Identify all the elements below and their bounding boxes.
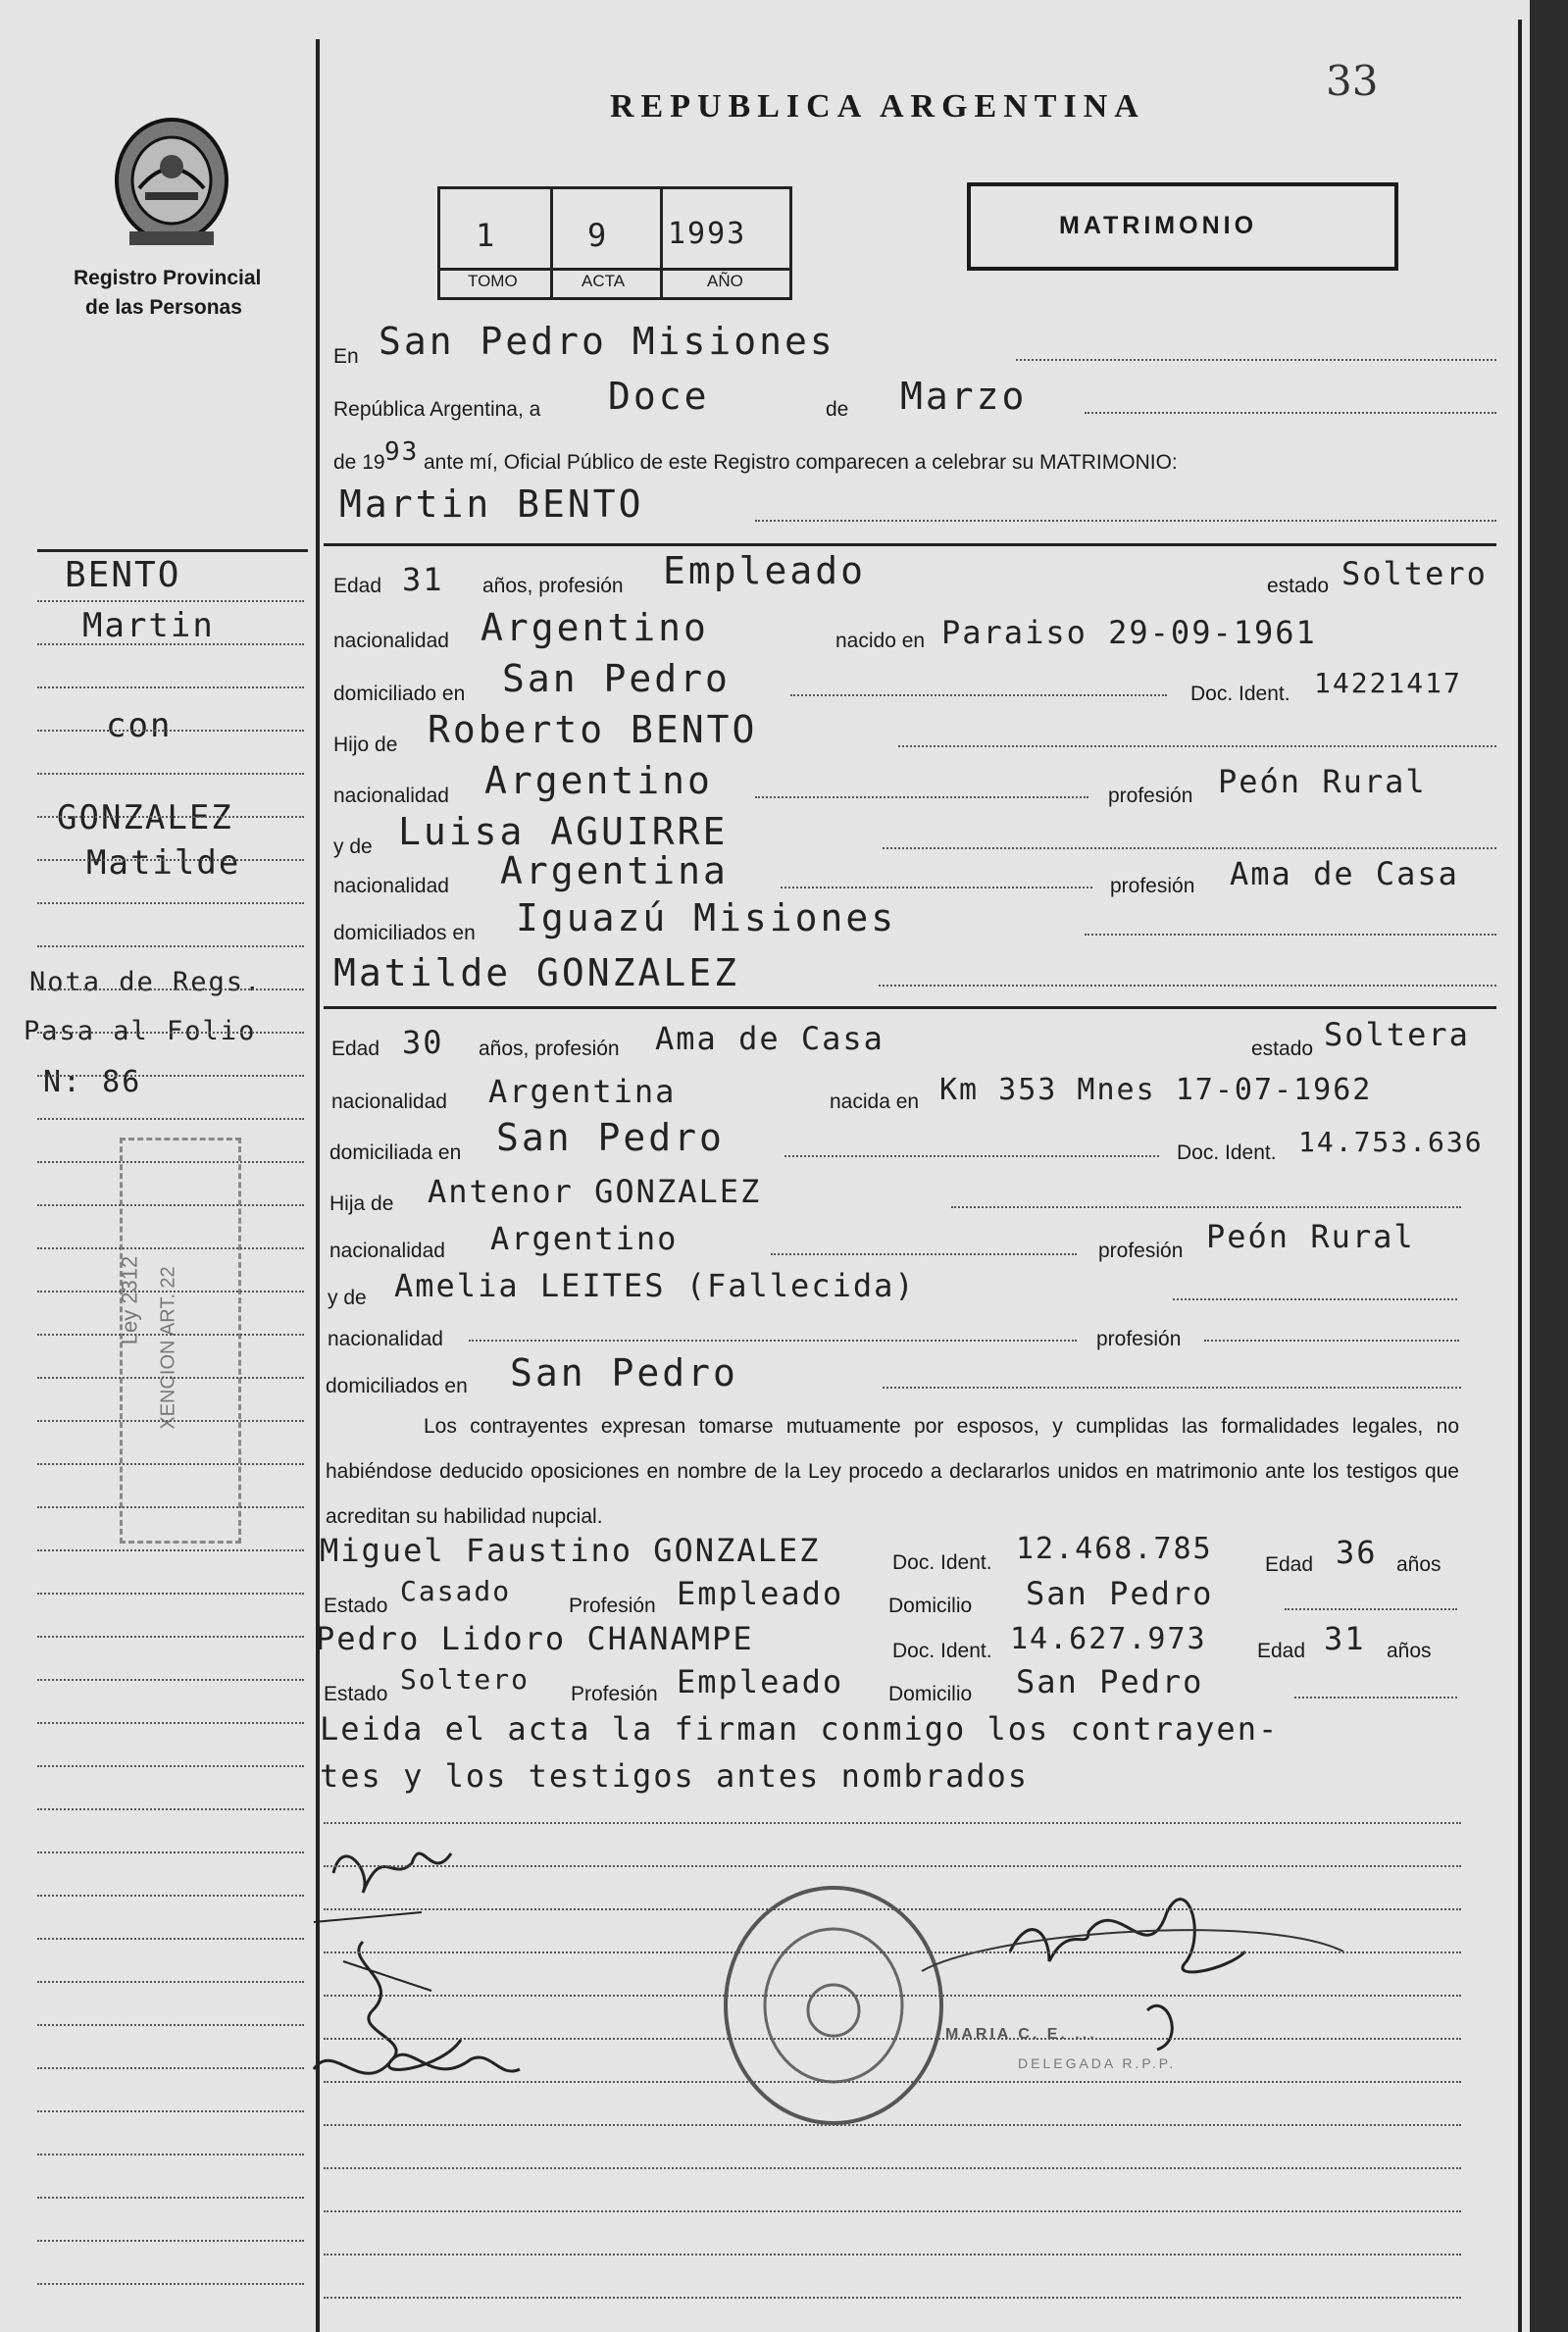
margin-rule [37,1075,304,1077]
bride-born-label: nacida en [830,1090,920,1113]
margin-rule [37,1506,304,1508]
margin-surname: BENTO [65,555,181,595]
bride-doc-label: Doc. Ident. [1177,1141,1277,1164]
margin-rule [37,1722,304,1724]
margin-rule [37,1549,304,1551]
witness2-age: 31 [1324,1620,1366,1657]
bottom-rule [324,2167,1461,2169]
dotline [1204,1340,1459,1342]
bottom-rule [324,2081,1461,2083]
dotline [755,796,1088,798]
tomo-value: 1 [476,217,497,254]
margin-rule [37,730,304,732]
groom-profession-label: años, profesión [482,575,624,597]
bottom-rule [324,1995,1461,1997]
dotline [883,847,1496,849]
groom-father-label: Hijo de [333,734,398,756]
margin-rule [37,1981,304,1983]
witness2-doc: 14.627.973 [1010,1622,1207,1656]
margin-top-rule [37,549,308,552]
closing-line1: Leida el acta la firman conmigo los contrayen- [320,1710,1280,1748]
bride-mother-label: y de [328,1287,367,1309]
binding-edge [1530,0,1568,2332]
bride-parents-domicile-label: domiciliados en [326,1375,468,1397]
margin-rule [37,2283,304,2285]
margin-rule [37,1420,304,1422]
groom-mother: Luisa AGUIRRE [398,810,729,853]
dotline [1016,359,1496,361]
bride-mother: Amelia LEITES (Fallecida) [394,1267,916,1304]
witness1-profession: Empleado [677,1575,844,1612]
margin-firstname: Martin [82,606,215,645]
groom-nationality-label: nacionalidad [333,630,449,652]
bride-name: Matilde GONZALEZ [333,951,740,994]
dotline [898,745,1496,747]
bride-age: 30 [402,1024,444,1061]
bride-profession-label: años, profesión [479,1038,620,1060]
dotline [469,1340,1077,1342]
bride-nationality-label: nacionalidad [331,1090,447,1113]
witness2-profession: Empleado [677,1663,844,1700]
bride-mother-prof-label: profesión [1096,1328,1182,1350]
bride-civil-status: Soltera [1324,1016,1470,1053]
witness2-domicile: San Pedro [1016,1663,1204,1700]
margin-stamp-text2: XENCION ART. 22 [157,1266,179,1430]
margin-rule [37,1032,304,1034]
groom-profession: Empleado [663,549,867,592]
tomo-label: TOMO [468,272,518,290]
witness2-status-label: Estado [324,1683,388,1705]
bride-domicile: San Pedro [496,1116,725,1159]
margin-rule [37,1204,304,1206]
groom-mother-nationality: Argentina [500,849,729,892]
margin-rule [37,1463,304,1465]
witness1-status-label: Estado [324,1595,388,1617]
record-id-box [437,186,792,300]
margin-rule [37,1291,304,1293]
dotline [883,1387,1461,1389]
margin-rule [37,2154,304,2155]
witness1-domicile: San Pedro [1026,1575,1214,1612]
dotline [755,520,1496,522]
document-type-box [967,182,1398,271]
closing-line2: tes y los testigos antes nombrados [320,1757,1030,1795]
margin-rule [37,1247,304,1249]
groom-name: Martin BENTO [339,482,644,526]
margin-stamp-text1: Ley 2312 [117,1255,142,1345]
bride-father-prof-label: profesión [1098,1240,1184,1262]
groom-mother-profession: Ama de Casa [1230,855,1459,892]
bride-mother-nat-label: nacionalidad [328,1328,443,1350]
province-seal-logo [110,110,233,247]
bride-civil-status-label: estado [1251,1038,1314,1060]
bottom-rule [324,2124,1461,2126]
official-stamp-title: DELEGADA R.P.P. [1018,2055,1177,2071]
dotline [1294,1697,1457,1698]
witness2-domicile-label: Domicilio [888,1683,973,1705]
bride-domicile-label: domiciliada en [329,1141,462,1164]
year-prefix-label: de 19 [333,451,385,474]
witness2-name: Pedro Lidoro CHANAMPE [316,1620,754,1657]
margin-rule [37,1765,304,1767]
bottom-rule [324,1865,1461,1867]
groom-civil-status-label: estado [1267,575,1330,597]
dotline [951,1206,1461,1208]
groom-father-nat-label: nacionalidad [333,785,449,807]
bottom-rule [324,2254,1461,2256]
margin-note-line3: N: 86 [43,1065,142,1099]
bottom-rule [324,1822,1461,1824]
margin-law-stamp [117,1138,241,1544]
margin-note-line1: Nota de Regs. [29,967,263,997]
year-suffix-value: 93 [384,437,420,467]
margin-con: con [106,706,173,745]
witness1-age-label: Edad [1265,1553,1314,1576]
groom-doc-label: Doc. Ident. [1190,683,1290,705]
witness2-age-unit: años [1387,1640,1432,1662]
dotline [781,887,1092,888]
day-value: Doce [608,375,710,418]
witness1-name: Miguel Faustino GONZALEZ [320,1532,821,1569]
margin-rule [37,2240,304,2242]
groom-mother-nat-label: nacionalidad [333,875,449,897]
sep [324,1006,1496,1009]
sep [324,543,1496,546]
bride-age-label: Edad [331,1038,380,1060]
de-label: de [826,398,849,421]
margin-rule [37,2110,304,2112]
dotline [790,694,1167,696]
margin-rule [37,1118,304,1120]
bride-doc: 14.753.636 [1298,1126,1484,1158]
document-type-label: MATRIMONIO [1059,212,1258,239]
margin-rule [37,1636,304,1638]
right-border [1518,20,1522,2332]
dotline [771,1253,1077,1255]
margin-rule [37,2197,304,2199]
groom-domicile: San Pedro [502,657,731,700]
margin-rule [37,1938,304,1940]
margin-rule [37,902,304,904]
margin-bride-firstname: Matilde [86,843,241,883]
margin-rule [37,1334,304,1336]
registry-name-line2: de las Personas [85,296,242,319]
margin-rule [37,945,304,947]
margin-rule [37,1679,304,1681]
margin-rule [37,1593,304,1595]
groom-age: 31 [402,561,444,598]
bride-birth: Km 353 Mnes 17-07-1962 [939,1073,1373,1107]
en-label: En [333,345,359,368]
bride-father: Antenor GONZALEZ [428,1173,762,1210]
dotline [1085,412,1496,414]
groom-birth: Paraiso 29-09-1961 [941,614,1317,651]
dotline [1285,1608,1457,1610]
groom-born-label: nacido en [835,630,926,652]
official-stamp-name: MARIA C. E. ... [945,2026,1097,2043]
witness1-status: Casado [400,1575,512,1607]
groom-nationality: Argentino [481,606,709,649]
witness2-status: Soltero [400,1663,531,1696]
month-value: Marzo [900,375,1028,418]
groom-civil-status: Soltero [1341,555,1488,592]
margin-bride-surname: GONZALEZ [57,798,233,837]
margin-rule [37,643,304,645]
margin-rule [37,686,304,688]
witness2-prof-label: Profesión [571,1683,658,1705]
bottom-rule [324,1908,1461,1910]
witness1-domicile-label: Domicilio [888,1595,973,1617]
groom-domicile-label: domiciliado en [333,683,466,705]
bride-father-label: Hija de [329,1192,394,1215]
witness1-age-unit: años [1396,1553,1442,1576]
dotline [1173,1298,1457,1300]
groom-parents-domicile: Iguazú Misiones [516,896,897,939]
acta-label: ACTA [582,272,626,290]
margin-rule [37,773,304,775]
margin-rule [37,1851,304,1853]
witness2-age-label: Edad [1257,1640,1306,1662]
margin-rule [37,989,304,990]
dotline [879,985,1496,987]
margin-rule [37,1895,304,1897]
margin-rule [37,600,304,602]
margin-note-line2: Pasa al Folio [24,1016,257,1046]
bottom-rule [324,2297,1461,2299]
bride-profession: Ama de Casa [655,1020,885,1057]
ano-value: 1993 [668,217,747,251]
legal-declaration: Los contrayentes expresan tomarse mutuamente por esposos, y cumplidas las formalidades legales, no habiéndose deducido oposiciones en nombre de la Ley procedo a declararlos unidos en matrimonio ante los testigos que acreditan su habilidad nupcial. [326,1415,1459,1528]
registry-name-line1: Registro Provincial [74,267,262,289]
dotline [1085,934,1496,936]
bride-nationality: Argentina [488,1073,677,1110]
margin-rule [37,859,304,861]
intro-sentence: ante mí, Oficial Público de este Registro comparecen a celebrar su MATRIMONIO: [424,451,1178,474]
bride-father-profession: Peón Rural [1206,1218,1415,1255]
bride-parents-domicile: San Pedro [510,1351,738,1394]
groom-mother-prof-label: profesión [1110,875,1195,897]
margin-rule [37,1161,304,1163]
margin-rule [37,816,304,818]
groom-mother-label: y de [333,836,373,858]
groom-doc: 14221417 [1314,667,1462,699]
republica-label: República Argentina, a [333,398,541,421]
groom-age-label: Edad [333,575,382,597]
ano-label: AÑO [707,272,743,290]
groom-father-prof-label: profesión [1108,785,1193,807]
country-title: REPUBLICA ARGENTINA [610,88,1145,125]
bride-father-nationality: Argentino [490,1220,679,1257]
margin-rule [37,2024,304,2026]
witness1-prof-label: Profesión [569,1595,656,1617]
dotline [784,1155,1159,1157]
place-value: San Pedro Misiones [379,320,835,363]
bottom-rule [324,2210,1461,2212]
page-number: 33 [1326,57,1379,105]
groom-father-profession: Peón Rural [1218,763,1427,800]
witness1-age: 36 [1336,1534,1378,1571]
acta-value: 9 [587,217,609,254]
groom-parents-domicile-label: domiciliados en [333,922,476,944]
margin-rule [37,1377,304,1379]
margin-rule [37,2067,304,2069]
witness1-doc: 12.468.785 [1016,1532,1213,1566]
margin-rule [37,1808,304,1810]
witness1-doc-label: Doc. Ident. [892,1551,992,1574]
bottom-rule [324,2038,1461,2040]
bottom-rule [324,1952,1461,1953]
groom-father: Roberto BENTO [428,708,758,751]
groom-father-nationality: Argentino [484,759,713,802]
bride-father-nat-label: nacionalidad [329,1240,445,1262]
witness2-doc-label: Doc. Ident. [892,1640,992,1662]
